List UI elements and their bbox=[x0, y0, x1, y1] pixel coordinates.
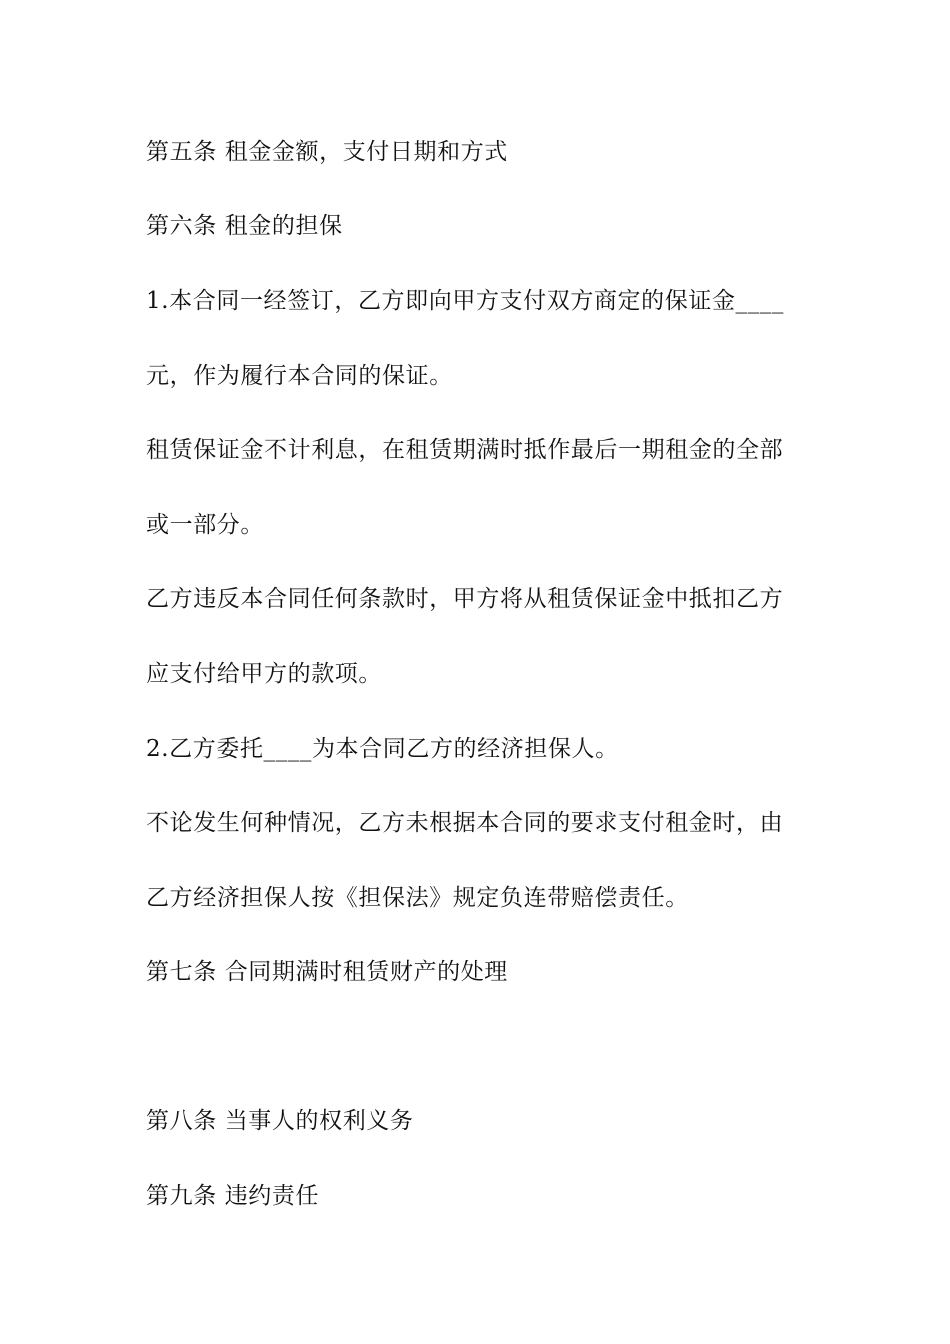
article-7-heading: 第七条 合同期满时租赁财产的处理 bbox=[146, 959, 508, 985]
clause-6-2: 2.乙方委托____为本合同乙方的经济担保人。 bbox=[146, 736, 619, 762]
article-6-heading: 第六条 租金的担保 bbox=[146, 213, 343, 239]
article-9-heading: 第九条 违约责任 bbox=[146, 1183, 320, 1209]
article-5-heading: 第五条 租金金额，支付日期和方式 bbox=[146, 139, 508, 165]
breach-paragraph-line-1: 乙方违反本合同任何条款时，甲方将从租赁保证金中抵扣乙方 bbox=[146, 586, 784, 612]
breach-paragraph-line-2: 应支付给甲方的款项。 bbox=[146, 661, 382, 687]
deposit-paragraph-line-1: 租赁保证金不计利息，在租赁期满时抵作最后一期租金的全部 bbox=[146, 437, 784, 463]
clause-6-1-line-1: 1.本合同一经签订，乙方即向甲方支付双方商定的保证金____ bbox=[146, 288, 784, 314]
guarantor-paragraph-line-1: 不论发生何种情况，乙方未根据本合同的要求支付租金时，由 bbox=[146, 810, 784, 836]
clause-6-1-line-2: 元，作为履行本合同的保证。 bbox=[146, 363, 453, 389]
article-8-heading: 第八条 当事人的权利义务 bbox=[146, 1108, 414, 1134]
deposit-paragraph-line-2: 或一部分。 bbox=[146, 512, 264, 538]
guarantor-paragraph-line-2: 乙方经济担保人按《担保法》规定负连带赔偿责任。 bbox=[146, 885, 689, 911]
